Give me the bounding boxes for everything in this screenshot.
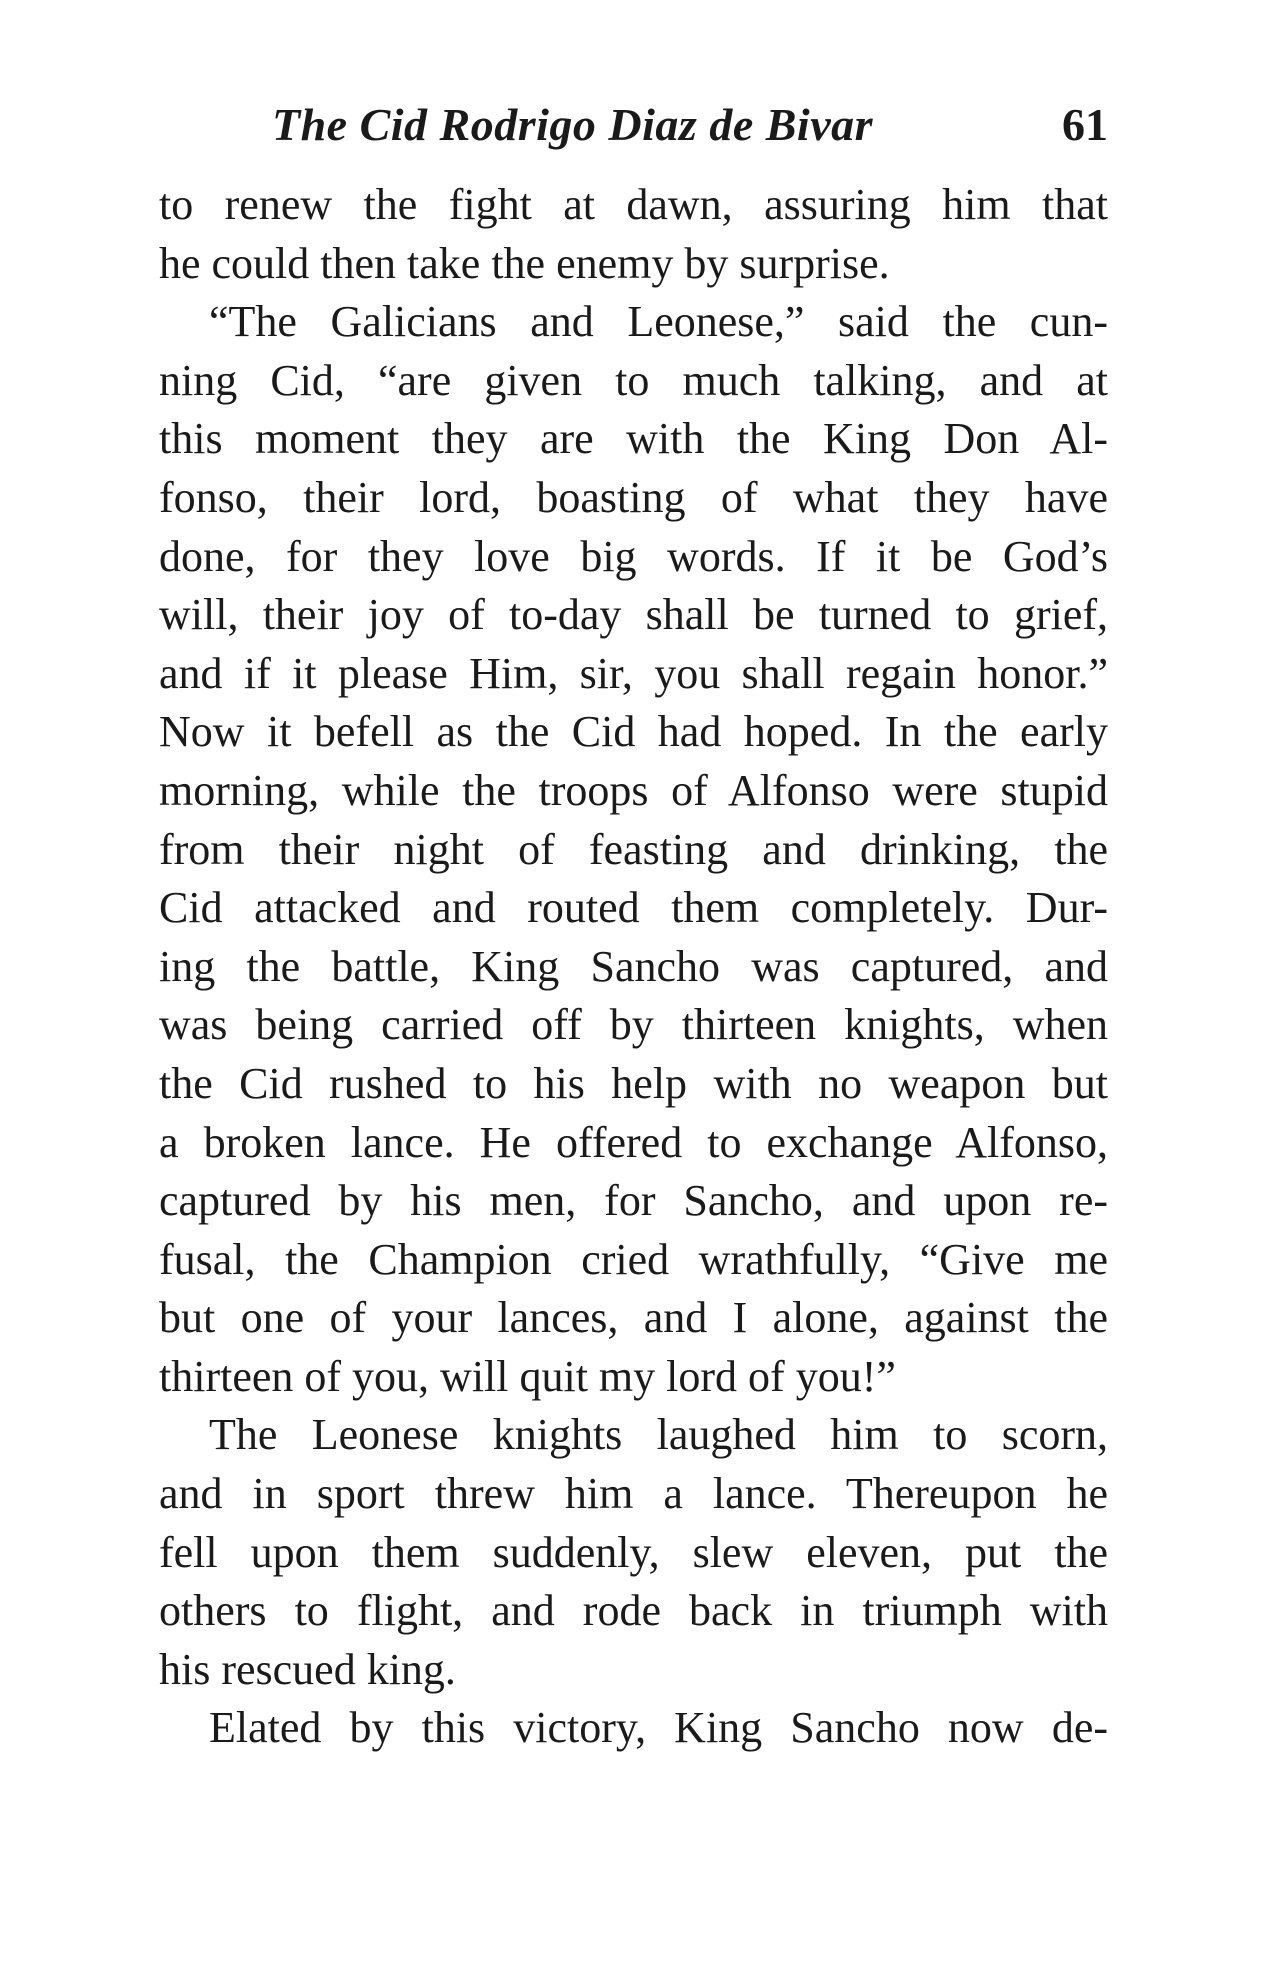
text-line: ing the battle, King Sancho was captured, and xyxy=(159,941,1108,991)
text-line: morning, while the troops of Alfonso were stupid xyxy=(159,765,1108,815)
text-line: to renew the fight at dawn, assuring him that xyxy=(159,180,1108,229)
running-header xyxy=(272,95,1108,155)
text-line: fusal, the Champion cried wrathfully, “Give me xyxy=(159,1234,1108,1284)
running-header-title: The Cid Rodrigo Diaz de Bivar xyxy=(272,99,874,150)
text-line: and if it please Him, sir, you shall regain honor.” xyxy=(159,648,1108,698)
text-line: from their night of feasting and drinking, the xyxy=(159,824,1108,874)
text-line: Now it befell as the Cid had hoped. In the early xyxy=(159,707,1108,757)
text-line: done, for they love big words. If it be God’s xyxy=(159,531,1108,581)
text-line: ning Cid, “are given to much talking, and at xyxy=(159,355,1108,405)
page-number: 61 xyxy=(1062,99,1108,150)
text-line: the Cid rushed to his help with no weapon but xyxy=(159,1058,1108,1108)
text-line: will, their joy of to-day shall be turned to grief, xyxy=(159,590,1108,640)
text-line: fonso, their lord, boasting of what they have xyxy=(159,472,1108,522)
text-line: but one of your lances, and I alone, against the xyxy=(159,1293,1108,1343)
text-line: others to flight, and rode back in triumph with xyxy=(159,1586,1108,1636)
text-line: was being carried off by thirteen knights, when xyxy=(159,1000,1108,1050)
text-line: Cid attacked and routed them completely. Dur- xyxy=(159,883,1108,933)
text-line: a broken lance. He offered to exchange Alfonso, xyxy=(159,1117,1108,1167)
paragraph-first-line: Elated by this victory, King Sancho now de- xyxy=(209,1703,1108,1753)
text-line: fell upon them suddenly, slew eleven, put the xyxy=(159,1527,1108,1577)
paragraph-first-line: The Leonese knights laughed him to scorn, xyxy=(209,1410,1108,1460)
paragraph-first-line: “The Galicians and Leonese,” said the cun- xyxy=(209,297,1108,347)
body-text xyxy=(159,176,1108,1758)
text-line: his rescued king. xyxy=(159,1644,456,1694)
text-line: captured by his men, for Sancho, and upon re- xyxy=(159,1176,1108,1226)
text-line: he could then take the enemy by surprise. xyxy=(159,238,890,288)
text-line: this moment they are with the King Don Al- xyxy=(159,414,1108,464)
text-line: thirteen of you, will quit my lord of you!” xyxy=(159,1351,896,1401)
text-line: and in sport threw him a lance. Thereupon he xyxy=(159,1469,1108,1519)
